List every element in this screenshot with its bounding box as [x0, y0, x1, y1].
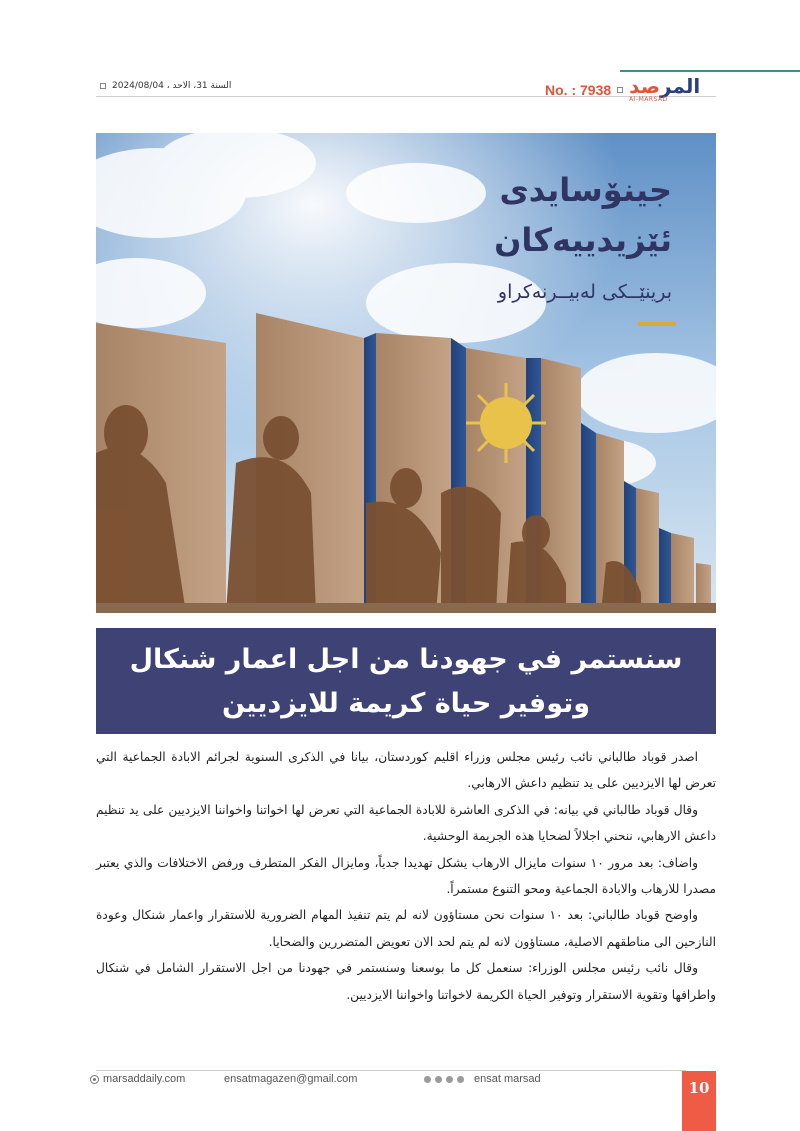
square-bullet-icon: [617, 87, 623, 93]
issue-number: No. : 7938: [545, 81, 612, 98]
headline-line-1: سنستمر في جهودنا من اجل اعمار شنكال: [129, 644, 683, 675]
facebook-icon[interactable]: [424, 1076, 431, 1083]
social-handle[interactable]: ensat marsad: [474, 1073, 541, 1085]
article-paragraph: واوضح قوباد طالباني: بعد ١٠ سنوات نحن مستاؤون لانه لم يتم تنفيذ المهام الضرورية للاستقرار واعمار شنكال وعودة النازحين الى مناطقهم الاصلية، مستاؤون لانه لم يتم لحد الان تعويض المتضررين والضحايا.: [96, 908, 716, 949]
hero-subtitle: برینێــکی لەبیــرنەکراو: [497, 281, 672, 303]
footer-social[interactable]: [424, 1073, 541, 1085]
logo-text: المرصد: [629, 74, 701, 98]
article-paragraph: اصدر قوباد طالباني نائب رئيس مجلس وزراء اقليم كوردستان، بيانا في الذكرى السنوية لجرائم الابادة الجماعية التي تعرض لها الايزديين على يد تنظيم داعش الارهابي.: [96, 750, 716, 791]
hero-title-line-1: جینۆسایدی: [499, 171, 672, 209]
youtube-icon[interactable]: [457, 1076, 464, 1083]
footer-website[interactable]: [90, 1073, 185, 1085]
header-accent-rule: [620, 70, 800, 72]
instagram-icon[interactable]: [446, 1076, 453, 1083]
hero-image: [96, 133, 716, 613]
hero-title-line-2: ئێزیدییەکان: [494, 221, 672, 259]
article-headline: [96, 628, 716, 734]
article-body: [96, 744, 716, 1008]
hero-accent-bar: [638, 322, 676, 326]
article-paragraph: وقال قوباد طالباني في بيانه: في الذكرى العاشرة للابادة الجماعية التي تعرض لها اخواتنا واخواننا الايزديين على يد تنظيم داعش الارهابي، ننحني اجلالاً لضحايا هذه الجريمة الوحشية.: [96, 802, 716, 844]
page-number: 10: [682, 1071, 716, 1131]
footer-email[interactable]: [224, 1073, 357, 1085]
email-link[interactable]: ensatmagazen@gmail.com: [224, 1073, 358, 1085]
website-link[interactable]: marsaddaily.com: [103, 1073, 186, 1085]
twitter-icon[interactable]: [435, 1076, 442, 1083]
globe-icon: [90, 1075, 99, 1084]
logo: [629, 76, 700, 103]
headline-line-2: وتوفير حياة كريمة للايزديين: [221, 688, 591, 719]
header-masthead: [545, 76, 700, 103]
date-info-text: السنة 31، الاحد ، 2024/08/04: [112, 81, 232, 91]
article-paragraph: واضاف: بعد مرور ١٠ سنوات مايزال الارهاب يشكل تهديدا جدياً، ومايزال الفكر المتطرف ورفض الاختلافات والذي يعتبر مصدرا للارهاب والابادة الجماعية ومحو التنوع مستمراً.: [96, 855, 716, 897]
header-date-info: [100, 79, 231, 93]
logo-latin: Al-MARSAD: [629, 96, 668, 103]
article-paragraph: وقال نائب رئيس مجلس الوزراء: سنعمل كل ما بوسعنا وسنستمر في جهودنا من اجل الاستقرار الشامل في شنكال واطرافها وتقوية الاستقرار وتوفير الحياة الكريمة لاخواتنا واخواننا الايزديين.: [96, 961, 716, 1002]
footer-rule: [96, 1070, 686, 1071]
square-bullet-icon: [100, 83, 106, 89]
